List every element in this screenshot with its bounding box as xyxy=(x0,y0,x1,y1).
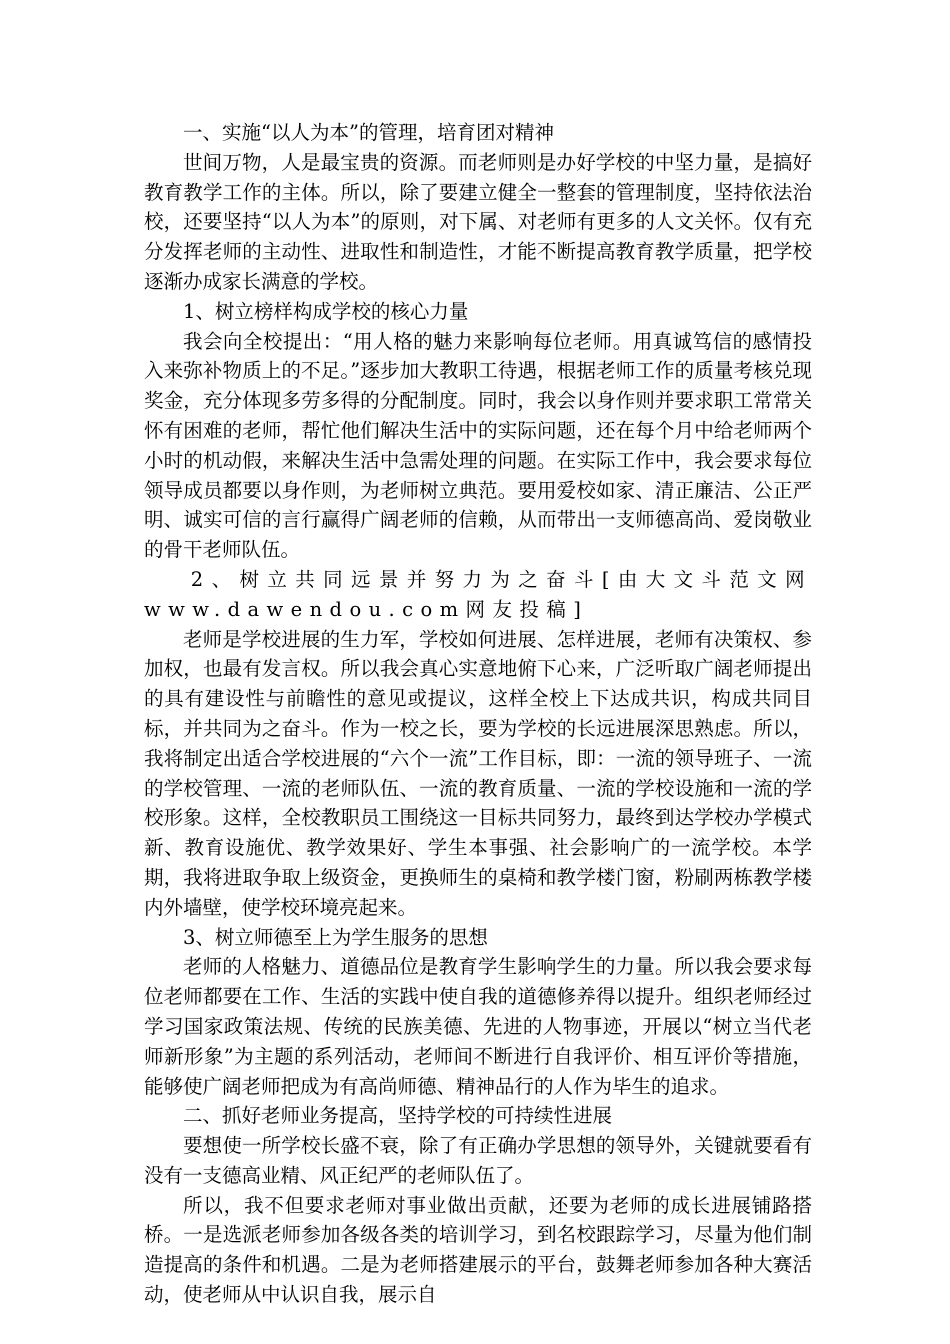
subsection-heading-2: 2、树立共同远景并努力为之奋斗[由大文斗范文网www.dawendou.com网友投稿] xyxy=(144,567,812,621)
subsection-heading-1: 1、树立榜样构成学校的核心力量 xyxy=(183,299,469,323)
document-page xyxy=(144,118,812,1310)
body-paragraph: 老师的人格魅力、道德品位是教育学生影响学生的力量。所以我会要求每位老师都要在工作、生活的实践中使自我的道德修养得以提升。组织老师经过学习国家政策法规、传统的民族美德、先进的人物事迹，开展以“树立当代老师新形象”为主题的系列活动，老师间不断进行自我评价、相互评价等措施，能够使广阔老师把成为有高尚师德、精神品行的人作为毕生的追求。 xyxy=(144,955,812,1098)
body-paragraph: 要想使一所学校长盛不衰，除了有正确办学思想的领导外，关键就要看有没有一支德高业精、风正纪严的老师队伍了。 xyxy=(144,1134,812,1187)
body-paragraph: 我会向全校提出：“用人格的魅力来影响每位老师。用真诚笃信的感情投入来弥补物质上的不足。”逐步加大教职工待遇，根据老师工作的质量考核兑现奖金，充分体现多劳多得的分配制度。同时，我会以身作则并要求职工常常关怀有困难的老师，帮忙他们解决生活中的实际问题，还在每个月中给老师两个小时的机动假，来解决生活中急需处理的问题。在实际工作中，我会要求每位领导成员都要以身作则，为老师树立典范。要用爱校如家、清正廉洁、公正严明、诚实可信的言行赢得广阔老师的信赖，从而带出一支师德高尚、爱岗敬业的骨干老师队伍。 xyxy=(144,329,812,562)
subsection-heading-3: 3、树立师德至上为学生服务的思想 xyxy=(183,925,488,949)
body-paragraph: 老师是学校进展的生力军，学校如何进展、怎样进展，老师有决策权、参加权，也最有发言权。所以我会真心实意地俯下心来，广泛听取广阔老师提出的具有建设性与前瞻性的意见或提议，这样全校上下达成共识，构成共同目标，并共同为之奋斗。作为一校之长，要为学校的长远进展深思熟虑。所以，我将制定出适合学校进展的“六个一流”工作目标，即：一流的领导班子、一流的学校管理、一流的老师队伍、一流的教育质量、一流的学校设施和一流的学校形象。这样，全校教职员工围绕这一目标共同努力，最终到达学校办学模式新、教育设施优、教学效果好、学生本事强、社会影响广的一流学校。本学期，我将进取争取上级资金，更换师生的桌椅和教学楼门窗，粉刷两栋教学楼内外墙壁，使学校环境亮起来。 xyxy=(144,627,812,919)
body-paragraph: 所以，我不但要求老师对事业做出贡献，还要为老师的成长进展铺路搭桥。一是选派老师参加各级各类的培训学习，到名校跟踪学习，尽量为他们制造提高的条件和机遇。二是为老师搭建展示的平台，鼓舞老师参加各种大赛活动，使老师从中认识自我，展示自 xyxy=(144,1193,812,1307)
section-heading-1: 一、实施“以人为本”的管理，培育团对精神 xyxy=(183,121,554,144)
section-heading-2: 二、抓好老师业务提高，坚持学校的可持续性进展 xyxy=(183,1104,613,1128)
body-paragraph: 世间万物，人是最宝贵的资源。而老师则是办好学校的中坚力量，是搞好教育教学工作的主体。所以，除了要建立健全一整套的管理制度，坚持依法治校，还要坚持“以人为本”的原则，对下属、对老师有更多的人文关怀。仅有充分发挥老师的主动性、进取性和制造性，才能不断提高教育教学质量，把学校逐渐办成家长满意的学校。 xyxy=(144,150,812,293)
